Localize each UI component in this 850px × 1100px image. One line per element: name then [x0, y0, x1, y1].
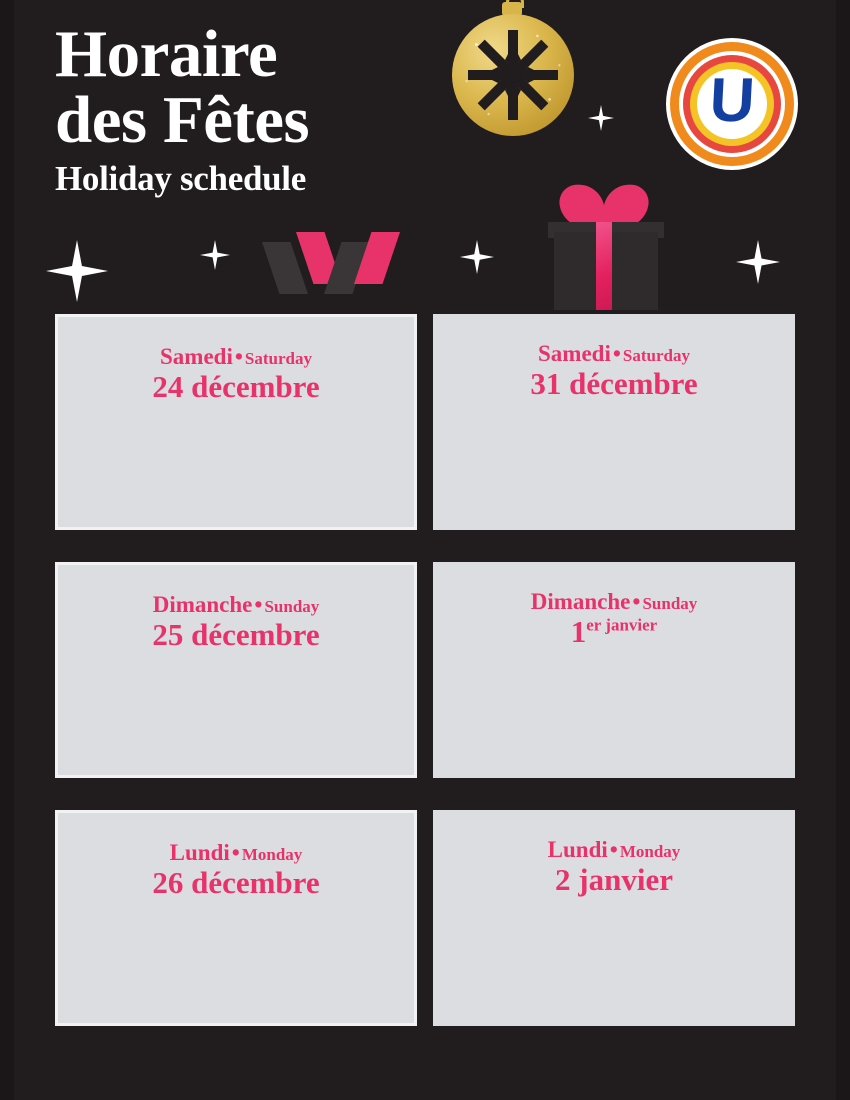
brand-logo-u [666, 38, 798, 170]
schedule-card [55, 810, 417, 1026]
card-date-suffix: er janvier [586, 615, 658, 635]
card-day-fr: Lundi [169, 840, 230, 865]
card-separator: • [254, 592, 263, 617]
schedule-row-3 [55, 810, 795, 1026]
poster-header [0, 0, 850, 312]
card-day-fr: Lundi [547, 837, 608, 862]
page-title-fr-line2: des Fêtes [55, 82, 310, 157]
card-daynames [433, 342, 795, 365]
card-date-main: 2 janvier [555, 862, 673, 897]
schedule-row-2 [55, 562, 795, 778]
page-title-fr-line1: Horaire [55, 17, 278, 91]
card-separator: • [612, 341, 621, 366]
title-block [55, 17, 485, 199]
sparkle-icon-4 [736, 240, 780, 284]
card-day-en: Monday [619, 842, 681, 861]
petal-decoration [262, 232, 402, 310]
card-day-fr: Dimanche [152, 592, 253, 617]
christmas-ornament-icon [440, 2, 584, 146]
gift-ribbon [596, 222, 612, 310]
card-day-fr: Dimanche [530, 589, 631, 614]
logo-letter: U [707, 66, 757, 135]
sparkle-icon-1 [46, 240, 108, 302]
petal-dark-1 [262, 242, 308, 294]
page-title-fr [55, 17, 485, 157]
card-day-en: Saturday [244, 349, 312, 368]
snowflake-icon [452, 14, 574, 136]
card-day-en: Monday [241, 845, 303, 864]
card-date-main: 26 décembre [152, 865, 320, 900]
card-day-en: Sunday [642, 594, 698, 613]
card-date [433, 615, 795, 649]
card-date-main: 31 décembre [530, 366, 698, 401]
schedule-grid [55, 314, 795, 1058]
schedule-card [55, 562, 417, 778]
card-date-main: 25 décembre [152, 617, 320, 652]
card-daynames [58, 593, 414, 616]
card-date [58, 370, 414, 404]
card-day-fr: Samedi [538, 341, 611, 366]
card-daynames [433, 590, 795, 613]
card-date [433, 863, 795, 897]
schedule-row-1 [55, 314, 795, 530]
sparkle-icon-5 [588, 105, 614, 131]
card-separator: • [234, 344, 243, 369]
card-date [433, 367, 795, 401]
card-daynames [58, 345, 414, 368]
card-date [58, 618, 414, 652]
schedule-card [433, 562, 795, 778]
card-daynames [433, 838, 795, 861]
card-day-fr: Samedi [160, 344, 233, 369]
card-day-en: Saturday [622, 346, 690, 365]
card-date-main: 24 décembre [152, 369, 320, 404]
gift-box-icon [548, 180, 676, 310]
card-separator: • [632, 589, 641, 614]
card-separator: • [231, 840, 240, 865]
card-date [58, 866, 414, 900]
schedule-card [55, 314, 417, 530]
page-title-en: Holiday schedule [55, 159, 306, 199]
card-date-main: 1 [570, 614, 587, 649]
card-day-en: Sunday [264, 597, 320, 616]
schedule-card [433, 314, 795, 530]
sparkle-icon-2 [200, 240, 230, 270]
card-daynames [58, 841, 414, 864]
schedule-card [433, 810, 795, 1026]
card-separator: • [609, 837, 618, 862]
sparkle-icon-3 [460, 240, 494, 274]
